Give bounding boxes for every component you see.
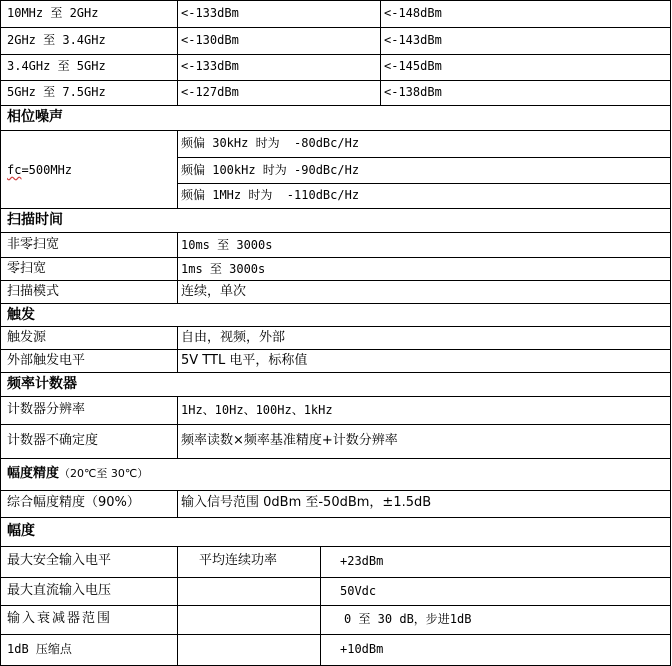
col-rule bbox=[177, 232, 178, 303]
freq-range-label: 3.4GHz 至 5GHz bbox=[7, 59, 106, 73]
sweep-row-label: 扫描模式 bbox=[7, 284, 60, 299]
noise-level-value: <-145dBm bbox=[384, 59, 442, 73]
amplitude-row-value: +23dBm bbox=[340, 554, 384, 568]
amplitude-accuracy-label: 综合幅度精度（90%） bbox=[7, 495, 140, 510]
table-border-left bbox=[0, 0, 1, 666]
section-heading-amplitude: 幅度 bbox=[7, 523, 35, 539]
amplitude-row-value: 0 至 30 dB，步进1dB bbox=[344, 612, 472, 626]
table-border-right bbox=[670, 0, 671, 666]
section-heading-trigger: 触发 bbox=[7, 307, 35, 323]
sweep-row-value: 10ms 至 3000s bbox=[181, 238, 273, 252]
col-rule bbox=[320, 546, 321, 666]
sweep-row-value: 1ms 至 3000s bbox=[181, 262, 266, 276]
row-rule bbox=[0, 349, 671, 350]
sweep-row-label: 零扫宽 bbox=[7, 261, 47, 276]
sweep-row-value: 连续，单次 bbox=[181, 284, 247, 299]
counter-row-label: 计数器分辨率 bbox=[7, 402, 86, 417]
row-rule bbox=[0, 577, 671, 578]
trigger-row-value: 自由，视频，外部 bbox=[181, 330, 286, 345]
row-rule bbox=[0, 458, 671, 459]
amplitude-accuracy-value: 输入信号范围 0dBm 至-50dBm，±1.5dB bbox=[181, 495, 432, 510]
trigger-row-label: 外部触发电平 bbox=[7, 353, 86, 368]
row-rule bbox=[0, 517, 671, 518]
noise-level-value: <-130dBm bbox=[181, 33, 239, 47]
amplitude-row-label: 1dB 压缩点 bbox=[7, 642, 72, 656]
row-rule bbox=[0, 605, 671, 606]
col-rule bbox=[177, 0, 178, 105]
row-rule bbox=[0, 546, 671, 547]
row-rule bbox=[0, 27, 671, 28]
col-rule bbox=[177, 490, 178, 517]
counter-row-value: 1Hz、10Hz、100Hz、1kHz bbox=[181, 403, 333, 417]
row-rule bbox=[0, 0, 671, 1]
noise-level-value: <-143dBm bbox=[384, 33, 442, 47]
row-rule bbox=[0, 303, 671, 304]
row-rule bbox=[0, 105, 671, 106]
row-rule bbox=[0, 326, 671, 327]
center-frequency-label bbox=[7, 162, 72, 178]
counter-row-label: 计数器不确定度 bbox=[7, 433, 99, 448]
row-rule bbox=[177, 183, 671, 184]
col-rule bbox=[380, 0, 381, 105]
amplitude-row-value: 50Vdc bbox=[340, 584, 377, 598]
trigger-row-label: 触发源 bbox=[7, 330, 47, 345]
row-rule bbox=[0, 130, 671, 131]
phase-noise-line: 频偏 100kHz 时为 -90dBc/Hz bbox=[181, 163, 360, 177]
row-rule bbox=[0, 54, 671, 55]
col-rule bbox=[177, 546, 178, 666]
section-heading-amplitude-accuracy bbox=[7, 466, 148, 482]
noise-level-value: <-127dBm bbox=[181, 85, 239, 99]
fc-symbol: fc bbox=[7, 163, 22, 177]
amplitude-row-label: 输入衰减器范围 bbox=[7, 611, 113, 626]
phase-noise-line: 频偏 1MHz 时为 -110dBc/Hz bbox=[181, 188, 360, 202]
temperature-note: （20℃至 30℃） bbox=[59, 467, 149, 480]
section-heading-sweep-time: 扫描时间 bbox=[7, 212, 63, 228]
row-rule bbox=[0, 280, 671, 281]
row-rule bbox=[0, 232, 671, 233]
section-heading-phase-noise: 相位噪声 bbox=[7, 109, 63, 125]
section-heading-counter: 频率计数器 bbox=[7, 376, 77, 392]
freq-range-label: 10MHz 至 2GHz bbox=[7, 6, 99, 20]
col-rule bbox=[177, 326, 178, 372]
amplitude-row-label: 最大安全输入电平 bbox=[7, 553, 112, 568]
col-rule bbox=[177, 130, 178, 208]
row-rule bbox=[0, 372, 671, 373]
fc-value: =500MHz bbox=[21, 163, 73, 177]
trigger-row-value: 5V TTL 电平，标称值 bbox=[181, 353, 308, 368]
amplitude-accuracy-title: 幅度精度 bbox=[7, 466, 60, 481]
noise-level-value: <-133dBm bbox=[181, 6, 239, 20]
amplitude-row-value: +10dBm bbox=[340, 642, 384, 656]
freq-range-label: 2GHz 至 3.4GHz bbox=[7, 33, 106, 47]
freq-range-label: 5GHz 至 7.5GHz bbox=[7, 85, 106, 99]
row-rule bbox=[0, 490, 671, 491]
col-rule bbox=[177, 396, 178, 458]
amplitude-row-label: 最大直流输入电压 bbox=[7, 583, 112, 598]
noise-level-value: <-148dBm bbox=[384, 6, 442, 20]
noise-level-value: <-133dBm bbox=[181, 59, 239, 73]
noise-level-value: <-138dBm bbox=[384, 85, 442, 99]
phase-noise-line: 频偏 30kHz 时为 -80dBc/Hz bbox=[181, 136, 360, 150]
counter-row-value: 频率读数×频率基准精度+计数分辨率 bbox=[181, 433, 398, 448]
row-rule bbox=[0, 396, 671, 397]
sweep-row-label: 非零扫宽 bbox=[7, 237, 60, 252]
row-rule bbox=[177, 157, 671, 158]
row-rule bbox=[0, 634, 671, 635]
row-rule bbox=[0, 424, 671, 425]
amplitude-row-condition: 平均连续功率 bbox=[199, 553, 278, 568]
row-rule bbox=[0, 257, 671, 258]
row-rule bbox=[0, 208, 671, 209]
row-rule bbox=[0, 80, 671, 81]
